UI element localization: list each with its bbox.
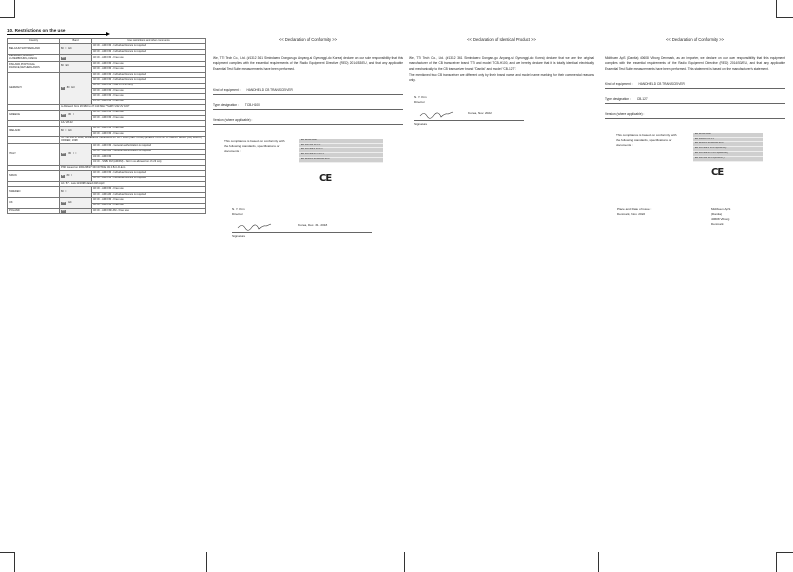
country-cell: SPAIN <box>8 171 60 182</box>
place-date <box>617 207 697 217</box>
use-cell: 40 Ch - AM/ FM - Individual licence is required <box>92 171 206 176</box>
use-cell: 40 Ch - AM/ FM - Free use <box>92 88 206 93</box>
note-cell: S.I. No 436 of 1998, WIRELESS TELEGRAPHY ACT 1926 (SECTION6) (EXEMPTION OF CITIZENS' BAND (CB) RADIO) ORDER, 1998 <box>60 137 206 144</box>
standard-item: EN 62311:2008 <box>693 133 763 138</box>
use-cell: 40 Ch - AM/ FM - Individual licence is required <box>92 44 206 49</box>
standards-list <box>693 133 763 162</box>
standards-list <box>299 139 383 163</box>
company-line: Midtbuen ApS <box>711 206 731 211</box>
crop-mark <box>776 552 777 572</box>
country-cell: BELGIUM SWITZERLAND <box>8 44 60 55</box>
band-code: EU <box>71 85 75 89</box>
ce-mark: CE <box>711 166 724 178</box>
standard-item: EN 62368-1:2014+A11:2017 <box>693 142 763 147</box>
standard-item: EN 300 433 V2.1.1 <box>299 144 383 149</box>
band-code: I <box>75 152 77 156</box>
crop-mark <box>776 0 777 17</box>
band-cell <box>60 44 92 55</box>
band-cell <box>60 187 92 198</box>
use-cell: 40 Ch - AM/ FM - Free use <box>92 110 206 115</box>
version-field: Version (where applicable) : <box>213 118 403 125</box>
use-cell: 40 Ch - AM/ FM - General authorization is required <box>92 144 206 149</box>
equipment-field: Kind of equipment : HANDHELD CB TRANSCEIVER <box>605 82 785 89</box>
use-cell: 40 Ch - AM/ AM - General authorization is required <box>92 149 206 154</box>
company-address <box>711 207 771 227</box>
use-cell: 12 Ch - AM/ FM - Free use <box>92 99 206 104</box>
band-cell <box>60 198 92 209</box>
standard-item: EN 301 489-13 V1.2.1(2002-08) <box>693 152 763 157</box>
signature-date: Korea, Dec. 31. 2018 <box>298 222 328 227</box>
standard-item: EN 301 489-1 V2.2.3(2019-11) <box>693 147 763 152</box>
table-row <box>8 55 206 62</box>
use-cell: 40 Ch - AM/ FM - Free use <box>92 187 206 192</box>
use-cell: 40 Ch - AM/ FM - Individual licence is required <box>92 72 206 77</box>
use-cell: 40 Ch - AM/ FM - Free use <box>92 126 206 131</box>
signature-label: Signature <box>414 122 428 127</box>
band-cell <box>60 61 92 72</box>
band-code: EC <box>68 200 72 204</box>
standard-item: EN 62368-1:2014+A11:2017 <box>299 158 383 163</box>
use-cell: 40 Ch - AM/ FM - Free use <box>92 55 206 62</box>
crop-mark <box>206 552 207 572</box>
compliance-block <box>605 133 785 193</box>
country-cell: FINLAND,PORTUGAL FRANCE,NETHERLANDS <box>8 61 60 72</box>
country-cell: IRELAND <box>8 126 60 137</box>
type-field: Type designation : TCB-H100 <box>213 103 403 110</box>
issue-block <box>605 207 785 247</box>
crop-mark <box>0 17 15 18</box>
column-header: Use restrictions and other comments <box>92 39 206 44</box>
standard-item: EN 301 489-13 V1.2.1 <box>299 153 383 158</box>
column-header: Country <box>8 39 60 44</box>
crop-mark <box>14 0 15 17</box>
band-code: 80 <box>66 173 70 177</box>
signatory-name: N. Y. Kim <box>232 206 245 211</box>
band-code: 80 <box>66 85 70 89</box>
country-cell: SWEDEN <box>8 187 60 198</box>
standard-item: EN 301 489-1 V2.2.3 <box>299 148 383 153</box>
table-row <box>8 208 206 213</box>
band-cell <box>60 110 92 121</box>
use-cell: 40 Ch - AM/ FM - Use ch 4-15 only <box>92 83 206 88</box>
arrow-divider <box>7 34 107 35</box>
band-cell <box>60 55 92 62</box>
crop-mark <box>776 17 793 18</box>
band-code: UK <box>62 200 66 204</box>
crop-mark <box>776 552 793 553</box>
identical-product-page <box>409 28 594 528</box>
band-cell <box>60 208 92 213</box>
signature-scribble <box>418 108 456 120</box>
use-cell: 34 Ch - AM/ FM <box>92 155 206 160</box>
band-cell <box>60 126 92 137</box>
signatory-role: Director <box>414 100 425 105</box>
use-cell: 40 Ch - AM/ FM - Individual licence is required <box>92 176 206 181</box>
type-field: Type designation : CB-127 <box>605 97 785 104</box>
page-title: << Declaration of Conformity >> <box>278 37 338 42</box>
band-cell <box>60 72 92 104</box>
use-cell: 40 Ch - AM/ AM - Individual licence is required <box>92 192 206 197</box>
band-code: EC <box>62 55 66 59</box>
band-code: EC <box>62 112 66 116</box>
band-cell <box>60 144 92 166</box>
signature-line <box>414 108 524 121</box>
band-code: EC <box>68 129 72 133</box>
use-cell: 40 Ch - AM/ FM - Free use <box>92 94 206 99</box>
note-cell: is Allowed: from 26.960 to 27.410 MHz *SuRT/ 222 2V 104* <box>60 105 206 110</box>
identical-body: We, TTI Tech Co., Ltd. (#1312 361 Simindaero Dongan-gu Anyang-si Gyeonggi-do Korea) declare that we are the original manufacturer of the CB transceiver brand TTI and model TCB-H100, and we hereby declare that it is totally identical electrically and mechanically to the CB transceiver brand "Danita" and model "CB-127". <box>409 56 594 71</box>
importer-declaration-page <box>605 28 785 528</box>
band-code: PL <box>62 208 65 212</box>
equipment-field: Kind of equipment : HANDHELD CB TRANSCEIVER <box>213 88 403 95</box>
restrictions-title: 10. Restrictions on the use <box>7 28 66 33</box>
band-code: 80 <box>61 129 64 133</box>
band-code: I <box>65 129 67 133</box>
note-cell: Art. 57 - Law 11/1998 dated 24th April <box>60 182 206 187</box>
note-cell: 1/1/ 28-02 <box>60 121 206 126</box>
identical-body-2: The mentioned two CB transceiver are different only by their brand name and model name marking for their commercial reasons only. <box>409 72 594 83</box>
crop-mark <box>598 552 599 572</box>
standard-item: EN 300 433 V2.1.1(2016-07) <box>693 157 763 162</box>
use-cell: 40 Ch - AM/ FM/ AM - Free use <box>92 208 206 213</box>
declaration-body: Midtbuen ApS (Danita) 40608 Viborg Denmark, as an importer, we declare on our own responsibility that this equipment complies with the essential requirements of the Radio Equipment Directive (RED) 2014/53/EU, and that any applicable Essential Test Suite measurements have been performed. This statement is based on the manufacturer's statement. <box>605 56 785 71</box>
band-code: D <box>62 85 64 89</box>
signatory-name: N. Y. Kim <box>414 95 427 100</box>
country-cell: DENMARK,NORWAY LUXEMBOURG,CZECH <box>8 55 60 62</box>
band-cell <box>60 171 92 182</box>
crop-mark <box>404 552 405 572</box>
restrictions-page <box>7 28 205 528</box>
note-cell: PNF issued on 2001/08/27 3D NOTICE 49 4.B-C-D-E-G <box>60 165 206 170</box>
band-code: I <box>65 189 67 193</box>
use-cell: 34 Ch - SSB/ FM (AM/FM) - Not in ce allowed on ch 23 only <box>92 160 206 165</box>
version-field: Version (where applicable) : <box>605 112 785 119</box>
band-code: I <box>73 112 74 116</box>
band-code: E <box>62 173 64 177</box>
band-code: 80 <box>68 152 71 156</box>
country-cell: POLAND <box>8 208 60 213</box>
band-code: I <box>65 46 67 50</box>
company-line: 40608 Viborg <box>711 216 730 221</box>
declaration-conformity-page <box>213 28 403 528</box>
company-line: (Danita) <box>711 211 723 216</box>
use-cell: 40 Ch - AM/ FM - Free use <box>92 67 206 72</box>
signature-line <box>232 220 372 233</box>
column-header: Band <box>60 39 92 44</box>
band-code: EC <box>65 64 69 68</box>
page-title: << Declaration of Conformity >> <box>665 37 725 42</box>
restrictions-table <box>7 38 206 214</box>
use-cell: 40 Ch - AM/ FM - Free use <box>92 203 206 208</box>
band-code: EC <box>62 152 66 156</box>
standard-item: EN 300433 V2.1.1 <box>693 138 763 143</box>
band-code: 80 <box>61 64 64 68</box>
use-cell: 40 Ch - AM/ FM - Free use <box>92 115 206 120</box>
compliance-text: This compliance is based on conformity with the following standards, specifications or documents : <box>224 138 285 154</box>
note-row <box>8 137 206 144</box>
band-code: I <box>73 152 74 156</box>
crop-mark <box>0 552 15 553</box>
compliance-block <box>213 139 403 199</box>
country-cell: GERMANY <box>8 72 60 104</box>
compliance-text: This compliance is based on conformity with the following standards, specifications or documents : <box>616 132 677 148</box>
signature-label: Signature <box>232 233 246 238</box>
country-cell: ITALY <box>8 144 60 166</box>
company-line: Denmark <box>711 221 724 226</box>
place-value: Denmark, Nov. 2022 <box>617 211 646 216</box>
use-cell: 40 Ch - AM/ FM - Free use <box>92 198 206 203</box>
signatory <box>232 207 403 217</box>
use-cell: 40 Ch - AM/ FM - Individual licence is required <box>92 49 206 54</box>
ce-mark: CE <box>319 172 332 184</box>
use-cell: 40 Ch - AM/ FM - Free use <box>92 132 206 137</box>
signatory <box>414 95 594 105</box>
crop-mark <box>14 552 15 572</box>
standard-item: EN 62311:2008 <box>299 139 383 144</box>
declaration-body: We, TTI Tech Co., Ltd. (#1312 361 Simindaero Dongan-gu Anyang-si Gyeonggi-do Korea) declare on our sole responsibility that this equipment complies with the essential requirements of the Radio Equipment Directive (RED) 2014/53/EU, and that any applicable Essential Test Suite measurements have been performed. <box>213 56 403 71</box>
band-code: I <box>71 173 72 177</box>
signature-date: Korea, Nov. 2022 <box>468 111 492 116</box>
country-cell: GREECE <box>8 110 60 121</box>
signature-scribble <box>236 220 274 232</box>
country-cell: UK <box>8 198 60 209</box>
band-code: 80 <box>61 189 64 193</box>
use-cell: 40 Ch - AM/ FM - Individual licence is required <box>92 78 206 83</box>
use-cell: 40 Ch - AM/ FM - Free use <box>92 61 206 66</box>
band-code: EC <box>68 46 72 50</box>
signatory-role: Director <box>232 211 243 216</box>
band-code: 80 <box>68 112 71 116</box>
place-label: Place and Date of issue : <box>617 206 652 211</box>
page-title: << Declaration of Identical Product >> <box>467 37 536 42</box>
band-code: 80 <box>61 46 64 50</box>
